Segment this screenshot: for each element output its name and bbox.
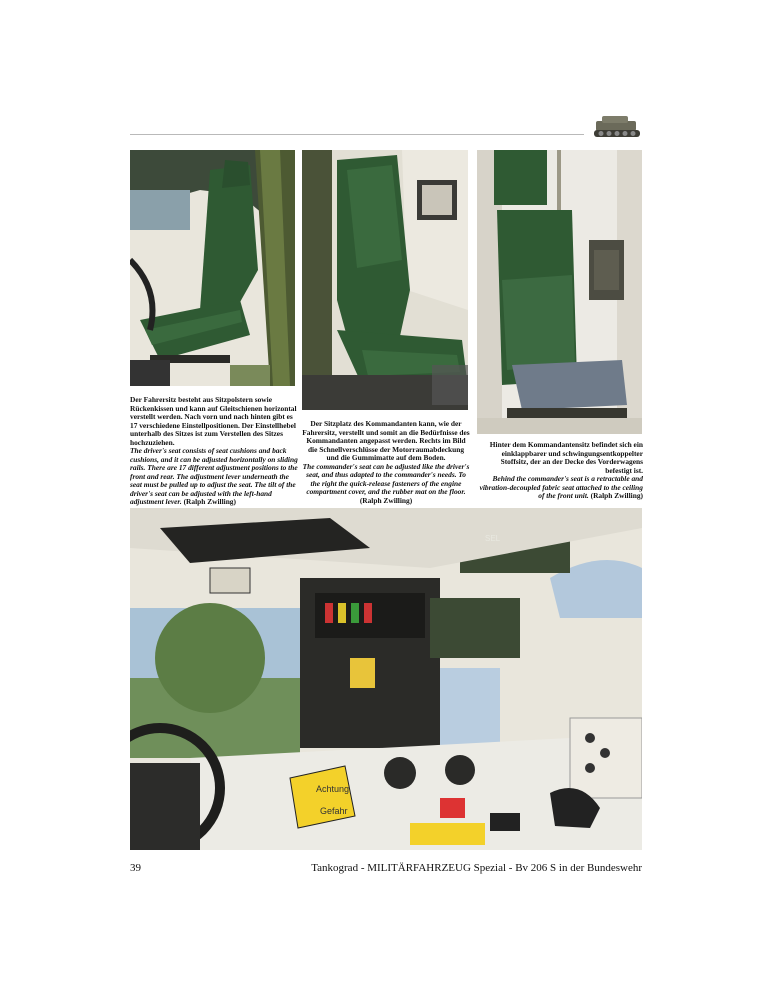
radio-label-text: SEL	[485, 534, 501, 543]
placard-gefahr-text: Gefahr	[320, 806, 348, 816]
placard-achtung-text: Achtung	[316, 784, 350, 794]
caption-german: Hinter dem Kommandantensitz befindet sich ein einklappbarer und schwingungsentkoppelter Stoffsitz, der an der Decke des Vorderwagens befestigt ist.	[489, 440, 643, 475]
header-rule	[130, 134, 584, 135]
commander-seat-photo	[302, 150, 468, 410]
rear-seat-caption	[477, 441, 643, 501]
rear-fabric-seat-photo	[477, 150, 642, 434]
caption-english: The commander's seat can be adjusted like the driver's seat, and thus adapted to the commander's needs. To the right the quick-release fasteners of the engine compartment cover, and the rubber mat on the floor.	[302, 461, 470, 496]
running-title: Tankograd - MILITÄRFAHRZEUG Spezial - Bv 206 S in der Bundeswehr	[311, 862, 642, 874]
page-number: 39	[130, 862, 141, 874]
caption-english: Behind the commander's seat is a retractable and vibration-decoupled fabric seat attached to the ceiling of the front unit.	[479, 474, 643, 500]
caption-english: The driver's seat consists of seat cushions and back cushions, and it can be adjusted horizontally on sliding rails. There are 17 different adjustment positions to the front and rear. The adjustment lever underneath the seat must be pulled up to adjust the seat. The tilt of the driver's seat can be adjusted with the left-hand adjustment lever.	[130, 446, 298, 506]
commander-seat-caption	[302, 420, 470, 505]
caption-german: Der Fahrersitz besteht aus Sitzpolstern sowie Rückenkissen und kann auf Gleitschienen horizontal verstellt werden. Nach vorn und nach hinten gibt es 17 verschiedene Einstellpositionen. Der Einstellhebel unterhalb des Sitzes ist zum Verstellen des Sitzes hochzuziehen.	[130, 395, 297, 447]
vehicle-icon	[592, 112, 642, 140]
caption-german: Der Sitzplatz des Kommandanten kann, wie der Fahrersitz, verstellt und somit an die Bedürfnisse des Kommandanten angepasst werden. Rechts im Bild die Schnellverschlüsse der Motorraumabdeckung und die Gummimatte auf dem Boden.	[302, 419, 470, 462]
photo-credit: (Ralph Zwilling)	[359, 495, 413, 505]
driver-seat-caption	[130, 396, 300, 507]
driver-seat-photo	[130, 150, 295, 386]
photo-credit: (Ralph Zwilling)	[590, 491, 643, 500]
cockpit-interior-photo	[130, 508, 642, 850]
photo-credit: (Ralph Zwilling)	[183, 497, 236, 506]
